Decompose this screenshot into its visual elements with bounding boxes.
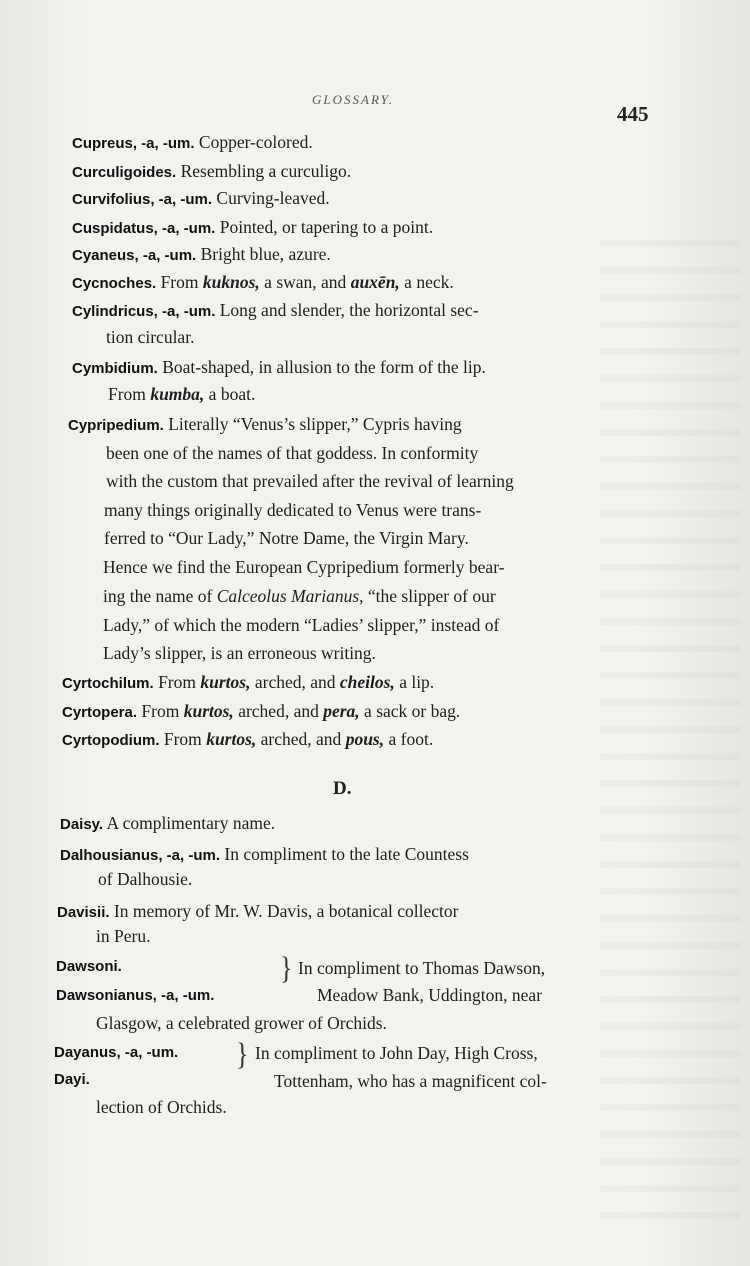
definition-line: Literally “Venus’s slipper,” Cypris having [168,414,462,434]
headword: Davisii. [57,904,110,921]
greek-word: kurtos, [183,701,234,721]
headword: Curculigoides. [72,164,177,181]
entry-curculigoides [72,160,351,184]
definition-line: in Peru. [96,926,151,946]
headword: Cycnoches. [72,275,157,292]
greek-word: pous, [345,729,385,749]
definition-text: From [158,672,196,692]
definition-text: arched, and [254,672,336,692]
brace-symbol: } [236,1037,249,1072]
headword: Cuspidatus, -a, -um. [72,220,216,237]
entry-davisii [57,900,458,924]
headword: Curvifolius, -a, -um. [72,191,213,208]
entry-dayanus-headword [54,1040,178,1064]
entry-cupreus [72,131,313,155]
definition-text: arched, and [260,729,342,749]
entry-cymbidium [72,356,486,380]
entry-daisy [60,812,275,836]
definition-text: arched, and [238,701,319,721]
definition-line: In compliment to John Day, High Cross, [255,1043,538,1063]
greek-word: kumba, [150,384,205,404]
entry-dawsonianus-headword [56,983,214,1007]
definition-line: Glasgow, a celebrated grower of Orchids. [96,1013,387,1033]
greek-word: kurtos, [206,729,257,749]
definition-text: a lip. [399,672,435,692]
entry-cycnoches [72,271,454,295]
entry-cuspidatus [72,216,433,240]
headword: Cypripedium. [68,417,164,434]
definition-text: a foot. [388,729,434,749]
definition-line: In compliment to the late Countess [224,844,469,864]
greek-word: kurtos, [200,672,251,692]
entry-cymbidium-cont [108,383,255,405]
headword: Cylindricus, -a, -um. [72,303,216,320]
section-letter-d: D. [333,778,352,799]
definition-line: Lady,” of which the modern “Ladies’ slipper,” instead of [103,615,500,635]
definition-line: of Dalhousie. [98,869,193,889]
definition-line: Long and slender, the horizontal sec- [219,300,479,320]
latin-name: Calceolus Marianus, [216,586,364,606]
entry-dalhousianus [60,843,469,867]
headword: Cyrtochilum. [62,675,154,692]
headword: Dalhousianus, -a, -um. [60,847,221,864]
definition-text: From [141,701,180,721]
headword: Dawsoni. [56,958,122,975]
definition-line: Tottenham, who has a magnificent col- [274,1071,547,1091]
definition-line: Lady’s slipper, is an erroneous writing. [103,643,376,663]
definition-text: a boat. [208,384,256,404]
headword: Cyrtopodium. [62,732,160,749]
entry-cyaneus [72,243,331,267]
definition-line: many things originally dedicated to Venus were trans- [104,500,482,520]
greek-word: auxēn, [350,272,400,292]
definition: Pointed, or tapering to a point. [219,217,434,237]
definition-text: a neck. [404,272,454,292]
definition-text: From [160,272,199,292]
entry-cyrtopodium [62,728,433,752]
entry-dawsoni-headword [56,954,122,978]
entry-curvifolius [72,187,330,211]
definition-text: “the slipper of our [367,586,496,606]
definition: Resembling a curculigo. [180,161,352,181]
headword: Cupreus, -a, -um. [72,135,195,152]
definition-line: In memory of Mr. W. Davis, a botanical collector [113,901,459,921]
definition-text: From [163,729,202,749]
entry-cylindricus [72,299,479,323]
entry-dayi-headword [54,1067,90,1091]
entry-cyrtochilum [62,671,434,695]
entry-cylindricus-cont: tion circular. [106,327,195,347]
running-head: GLOSSARY. [312,92,394,107]
greek-word: kuknos, [202,272,260,292]
brace-symbol: } [280,951,293,986]
entry-cypripedium [68,413,462,437]
definition: A complimentary name. [106,813,276,833]
definition-text: a sack or bag. [364,701,461,721]
definition-line: Hence we find the European Cypripedium formerly bear- [103,557,505,577]
headword: Daisy. [60,816,104,833]
definition-text: From [108,384,146,404]
greek-word: pera, [323,701,360,721]
headword: Cymbidium. [72,360,158,377]
definition: Curving-leaved. [216,188,330,208]
headword: Dayanus, -a, -um. [54,1044,179,1061]
definition-line: with the custom that prevailed after the revival of learning [106,471,514,491]
definition-line: Meadow Bank, Uddington, near [317,985,543,1005]
headword: Cyaneus, -a, -um. [72,247,197,264]
definition: Bright blue, azure. [200,244,331,264]
page-number: 445 [617,102,649,126]
entry-cyrtopera [62,700,460,724]
definition-text: ing the name of [103,586,213,606]
definition-line: In compliment to Thomas Dawson, [298,958,546,978]
headword: Dayi. [54,1071,90,1088]
definition: Copper-colored. [198,132,313,152]
definition-line [103,585,496,607]
definition-line: ferred to “Our Lady,” Notre Dame, the Virgin Mary. [104,528,469,548]
definition-line: lection of Orchids. [96,1097,227,1117]
headword: Cyrtopera. [62,704,138,721]
greek-word: cheilos, [339,672,395,692]
headword: Dawsonianus, -a, -um. [56,987,215,1004]
definition-text: a swan, and [264,272,347,292]
definition-line: been one of the names of that goddess. In conformity [106,443,479,463]
definition-line: Boat-shaped, in allusion to the form of the lip. [162,357,486,377]
